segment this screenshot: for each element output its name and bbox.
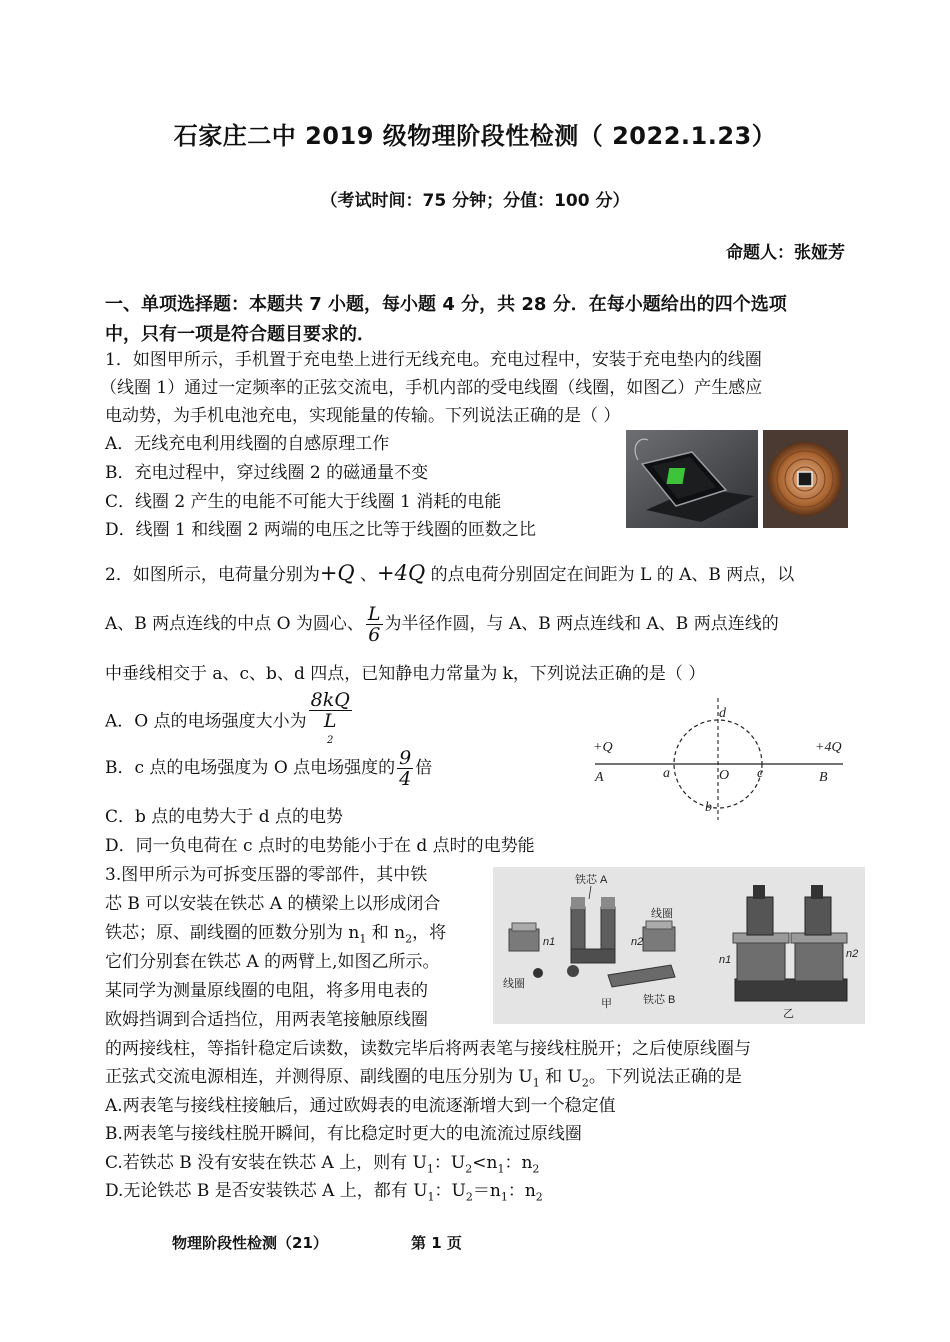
- q3-line2: 芯 B 可以安装在铁芯 A 的横梁上以形成闭合: [105, 894, 441, 914]
- coil-n1-part: [509, 929, 539, 951]
- q1-line2: （线圈 1）通过一定频率的正弦交流电，手机内部的受电线圈（线圈，如图乙）产生感应: [100, 378, 763, 398]
- q1-option-d: D．线圈 1 和线圈 2 两端的电压之比等于线圈的匝数之比: [105, 520, 536, 540]
- q2-diagram: [585, 690, 855, 825]
- q2-option-c: C．b 点的电势大于 d 点的电势: [105, 807, 343, 827]
- assembled-core-right: [805, 897, 831, 935]
- q3-line7: 的两接线柱，等指针稳定后读数，读数完毕后将两表笔与接线柱脱开；之后使原线圈与: [105, 1039, 751, 1059]
- q3-line5: 某同学为测量原线圈的电阻，将多用电表的: [105, 981, 428, 1001]
- n1-label-yi: n1: [719, 954, 732, 966]
- figure-jia-label: 甲: [601, 998, 612, 1010]
- battery-icon: [666, 468, 685, 484]
- exam-info: （考试时间：75 分钟；分值：100 分）: [320, 191, 630, 211]
- point-a-label: A: [595, 770, 604, 785]
- assembled-core-left: [747, 897, 773, 935]
- q3-line3: 铁芯；原、副线圈的匝数分别为 $n_1$ 和 $n_2$，将: [105, 923, 447, 946]
- q3-option-b: B.两表笔与接线柱脱开瞬间，有比稳定时更大的电流流过原线圈: [105, 1124, 582, 1144]
- q3-line1: 3.图甲所示为可拆变压器的零部件，其中铁: [105, 865, 428, 885]
- q2-line3: 中垂线相交于 a、c、b、d 四点，已知静电力常量为 k，下列说法正确的是（ ）: [105, 664, 706, 684]
- point-b-label: B: [819, 770, 828, 785]
- n2-label: n2: [631, 936, 644, 948]
- q1-line1: 1．如图甲所示，手机置于充电垫上进行无线充电。充电过程中，安装于充电垫内的线圈: [105, 350, 762, 370]
- point-c-label: c: [757, 766, 764, 781]
- point-b-small-label: b: [705, 800, 712, 815]
- q2-line2: A、B 两点连线的中点 O 为圆心、 $\frac{L}{6}$ 为半径作圆，与 A、B 两点连线和 A、B 两点连线的: [105, 603, 779, 646]
- q1-option-b: B．充电过程中，穿过线圈 2 的磁通量不变: [105, 463, 429, 483]
- q2-option-d: D．同一负电荷在 c 点时的电势能小于在 d 点时的电势能: [105, 836, 535, 856]
- coil-n2-part: [643, 927, 675, 951]
- coil-label-2: 线圈: [503, 978, 525, 990]
- charge-plus-4q-label: +4Q: [815, 740, 842, 755]
- core-a-label: 铁芯 A: [575, 874, 608, 886]
- assembled-base: [735, 979, 847, 1001]
- n1-label: n1: [543, 936, 556, 948]
- assembled-coil-n2: [795, 941, 843, 981]
- footer-title: 物理阶段性检测（21）: [172, 1234, 328, 1252]
- q3-line4: 它们分别套在铁芯 A 的两臂上,如图乙所示。: [105, 952, 440, 972]
- charge-plus-q-label: +Q: [593, 740, 613, 755]
- q3-option-a: A.两表笔与接线柱接触后，通过欧姆表的电流逐渐增大到一个稳定值: [105, 1096, 616, 1116]
- page-title: 石家庄二中 2019 级物理阶段性检测（ 2022.1.23）: [173, 122, 777, 150]
- core-b-label: 铁芯 B: [643, 994, 676, 1006]
- section-heading-line1: 一、单项选择题：本题共 7 小题，每小题 4 分，共 28 分．在每小题给出的四个选项: [105, 294, 787, 315]
- point-o-label: O: [719, 768, 730, 783]
- q1-option-c: C．线圈 2 产生的电能不可能大于线圈 1 消耗的电能: [105, 492, 502, 512]
- author: 命题人：张娅芳: [726, 243, 845, 263]
- point-a-small-label: a: [663, 766, 670, 781]
- q1-figure: [626, 430, 848, 528]
- q3-option-d: D.无论铁芯 B 是否安装铁芯 A 上，都有 $U_1$：$U_2=n_1$：$n_2$: [105, 1181, 543, 1204]
- q3-line8: 正弦式交流电源相连，并测得原、副线圈的电压分别为 $U_1$ 和 $U_2$。下列说法正确的是: [105, 1067, 742, 1090]
- q3-option-c: C.若铁芯 B 没有安装在铁芯 A 上，则有 $U_1$：$U_2<n_1$：$n_2$: [105, 1153, 540, 1176]
- core-a-base: [571, 949, 615, 963]
- point-d-label: d: [719, 706, 726, 721]
- coil-label: 线圈: [651, 908, 673, 920]
- q2-option-a: A．O 点的电场强度大小为 8kQ L $^2$: [105, 689, 350, 746]
- page-number: 第 1 页: [411, 1234, 462, 1252]
- assembled-coil-n1: [737, 941, 785, 981]
- q3-figure: [493, 867, 865, 1024]
- q2-option-b: B．c 点的电场强度为 O 点电场强度的 $\frac{9}{4}$ 倍: [105, 747, 433, 790]
- figure-yi-label: 乙: [783, 1008, 794, 1020]
- q3-line6: 欧姆挡调到合适挡位，用两表笔接触原线圈: [105, 1010, 428, 1030]
- q1-option-a: A．无线充电利用线圈的自感原理工作: [105, 434, 390, 454]
- coil-center-chip: [798, 472, 812, 486]
- q1-line3: 电动势，为手机电池充电，实现能量的传输。下列说法正确的是（ ）: [105, 406, 621, 426]
- n2-label-yi: n2: [846, 948, 859, 960]
- q2-line1: 2．如图所示，电荷量分别为+Q 、+4Q 的点电荷分别固定在间距为 L 的 A、B 两点，以: [105, 561, 795, 585]
- section-heading-line2: 中，只有一项是符合题目要求的．: [105, 324, 375, 345]
